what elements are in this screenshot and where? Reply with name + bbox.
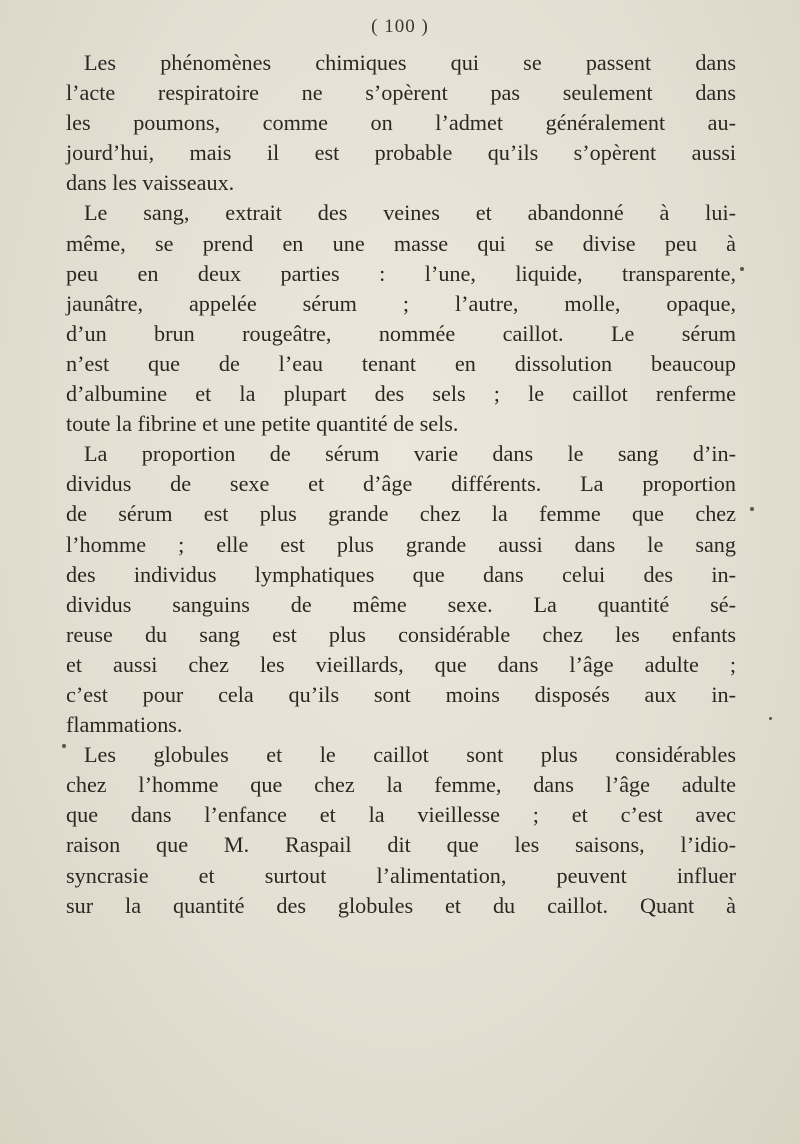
text-line: de sérum est plus grande chez la femme que chez [66, 501, 736, 527]
page-number: ( 100 ) [371, 16, 429, 37]
text-line: d’albumine et la plupart des sels ; le caillot renferme [66, 381, 736, 407]
ink-speck [750, 507, 754, 511]
ink-speck [769, 717, 772, 720]
text-line: même, se prend en une masse qui se divise peu à [66, 230, 736, 256]
text-line: dividus sanguins de même sexe. La quantité sé- [66, 591, 736, 617]
text-line: que dans l’enfance et la vieillesse ; et c’est avec [66, 802, 736, 828]
text-line: d’un brun rougeâtre, nommée caillot. Le sérum [66, 320, 736, 346]
text-line: Les globules et le caillot sont plus considérables [84, 742, 736, 768]
text-line: des individus lymphatiques que dans celui des in- [66, 561, 736, 587]
text-line: dividus de sexe et d’âge différents. La proportion [66, 471, 736, 497]
text-line: syncrasie et surtout l’alimentation, peuvent influer [66, 862, 736, 888]
text-line: jaunâtre, appelée sérum ; l’autre, molle, opaque, [66, 290, 736, 316]
text-line: n’est que de l’eau tenant en dissolution beaucoup [66, 350, 736, 376]
text-line: peu en deux parties : l’une, liquide, transparente, [66, 260, 736, 286]
text-line: sur la quantité des globules et du caillot. Quant à [66, 892, 736, 918]
text-line: La proportion de sérum varie dans le sang d’in- [84, 441, 736, 467]
text-line: Le sang, extrait des veines et abandonné à lui- [84, 200, 736, 226]
text-line: Les phénomènes chimiques qui se passent dans [84, 50, 736, 75]
text-line: c’est pour cela qu’ils sont moins disposés aux in- [66, 681, 736, 707]
text-line: et aussi chez les vieillards, que dans l’âge adulte ; [66, 651, 736, 677]
text-line: l’homme ; elle est plus grande aussi dans le sang [66, 531, 736, 557]
text-line: toute la fibrine et une petite quantité de sels. [66, 411, 459, 437]
text-line: flammations. [66, 712, 183, 738]
text-line: raison que M. Raspail dit que les saisons, l’idio- [66, 832, 736, 858]
text-line: dans les vaisseaux. [66, 170, 235, 196]
ink-speck [740, 267, 744, 271]
text-line: les poumons, comme on l’admet généralement au- [66, 110, 736, 136]
text-line: jourd’hui, mais il est probable qu’ils s’opèrent aussi [66, 140, 736, 166]
text-line: l’acte respiratoire ne s’opèrent pas seulement dans [66, 80, 736, 106]
ink-speck [62, 744, 66, 748]
text-line: chez l’homme que chez la femme, dans l’âge adulte [66, 772, 736, 798]
body-text [66, 48, 736, 921]
text-line: reuse du sang est plus considérable chez les enfants [66, 621, 736, 647]
